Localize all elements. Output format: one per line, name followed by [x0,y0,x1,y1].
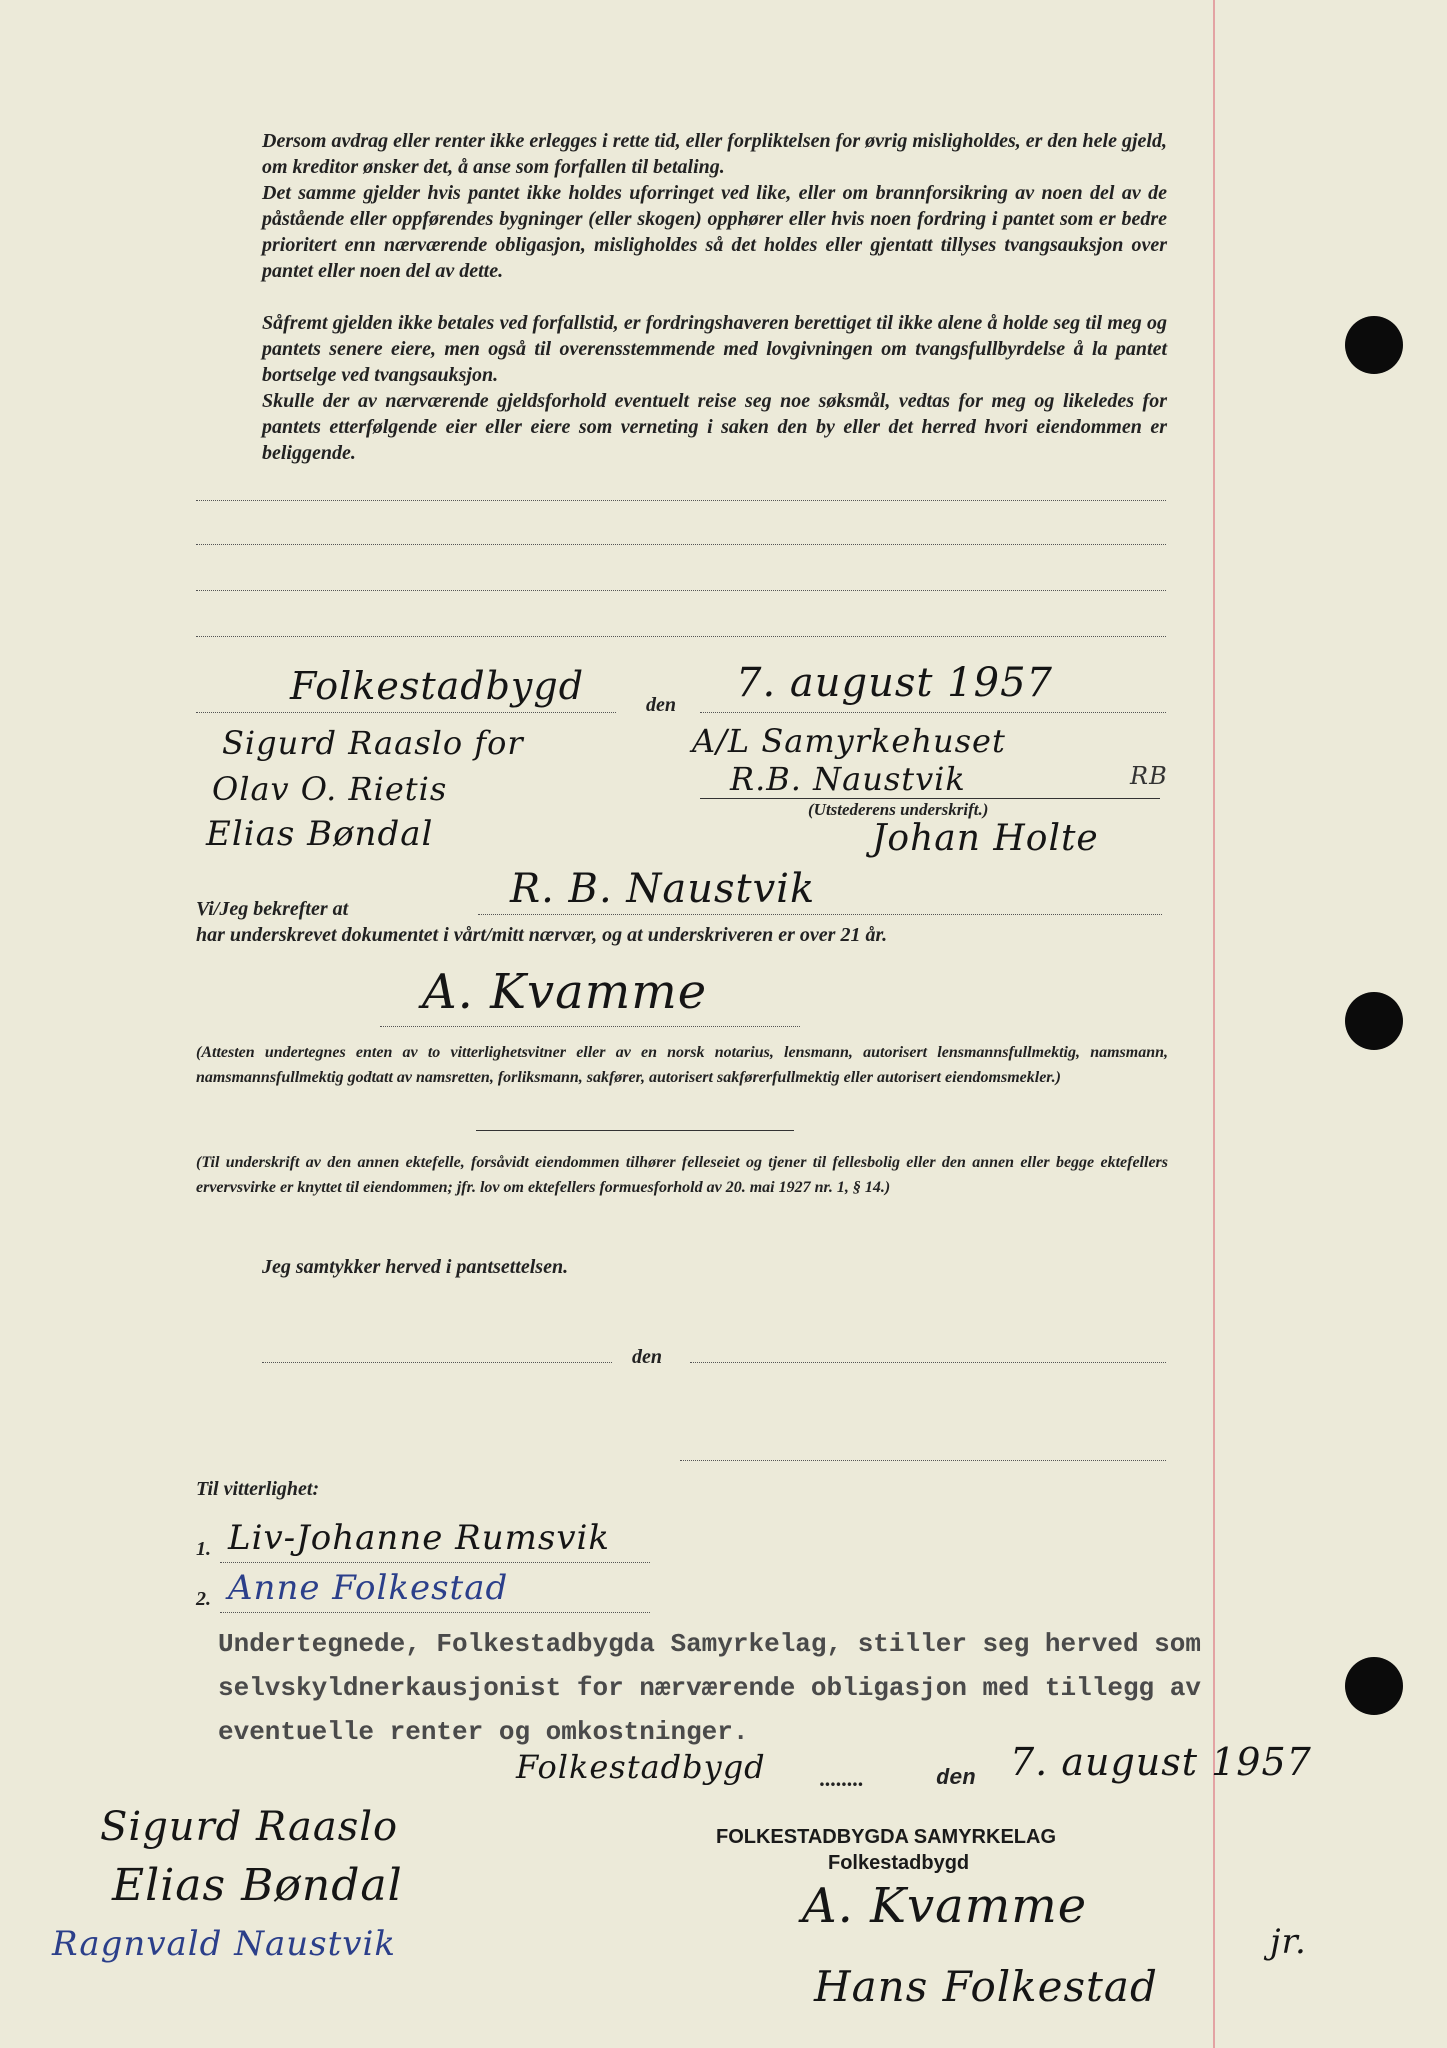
bottom-left-signature-1: Sigurd Raaslo [100,1804,399,1850]
paragraph-default-text: Dersom avdrag eller renter ikke erlegges i rette tid, eller forpliktelsen for øvrig misligholdes, er den hele gjeld, om kreditor ønsker det, å anse som forfallen til betaling. [262,130,1167,178]
bottom-right-signature-2: Hans Folkestad [814,1962,1158,2011]
spouse-note: (Til underskrift av den annen ektefelle, forsåvidt eiendommen tilhører felleseiet og tjener til fellesbolig eller den annen eller begge ektefellers ervervsvirke er knyttet til eiendommen; jfr. lov om ektefellers formuesforhold av 20. mai 1927 nr. 1, § 14.) [196,1154,1168,1196]
issuer-signature-name: R.B. Naustvik [730,760,966,798]
witness-name-1: Liv-Johanne Rumsvik [228,1518,611,1558]
punch-hole-middle [1345,992,1403,1050]
witness-number-1: 1. [196,1538,211,1560]
witness-signature-1: Sigurd Raaslo for [222,724,524,762]
witness-signature-2: Olav O. Rietis [212,770,448,808]
date-line [700,712,1166,713]
issuer-signature-line [700,798,1160,799]
issuer-caption: (Utstederens underskrift.) [808,800,989,819]
witness-line-1 [220,1562,650,1563]
bottom-left-signature-3: Ragnvald Naustvik [52,1924,396,1964]
confirmation-prefix: Vi/Jeg bekrefter at [196,898,349,920]
paragraph-enforcement-text: Såfremt gjelden ikke betales ved forfallstid, er fordringshaveren berettiget til ikke alene å holde seg til meg og pantets senere eiere, men også til overensstemmende med lovgivningen om tvangsfullbyrdelse å la pantet bortselge ved tvangsauksjon. [262,312,1167,386]
issuer-signature-company: A/L Samyrkehuset [692,722,1006,760]
witness-signature-3: Elias Bøndal [206,814,434,854]
confirmation-name: R. B. Naustvik [510,866,816,912]
bottom-left-signature-2: Elias Bøndal [112,1860,403,1911]
paragraph-collateral [262,180,1167,284]
punch-hole-bottom [1345,1657,1403,1715]
blank-line-3 [196,590,1166,591]
blank-line-1 [196,500,1166,501]
spouse-signature-line [680,1460,1166,1461]
witness-line-2 [220,1612,650,1613]
guarantee-text: Undertegnede, Folkestadbygda Samyrkelag, stiller seg herved som selvskyldnerkausjonist for nærværende obligasjon med tillegg av eventuelle renter og omkostninger. [218,1629,1201,1747]
paragraph-venue [262,388,1167,466]
stamp-line-2: Folkestadbygd [828,1852,970,1874]
section-divider [476,1130,794,1131]
blank-line-4 [196,636,1166,637]
paragraph-default [262,128,1167,180]
guarantee-date: 7. august 1957 [1010,1740,1312,1784]
stamp-line-1: FOLKESTADBYGDA SAMYRKELAG [716,1826,1056,1848]
place-line [196,712,616,713]
guarantee-place: Folkestadbygd [516,1748,766,1786]
confirmation-name-line [478,914,1162,915]
bottom-right-signature-1: A. Kvamme [802,1878,1088,1934]
spouse-den-label: den [632,1346,662,1368]
paragraph-venue-text: Skulle der av nærværende gjeldsforhold eventuelt reise seg noe søksmål, vedtas for meg og likeledes for pantets etterfølgende eier eller eiere som verneting i saken den by eller det herred hvori eiendommen er beliggende. [262,390,1167,464]
confirmation-note: (Attesten undertegnes enten av to vitterlighetsvitner eller av en norsk notarius, lensmann, autorisert lensmannsfullmektig, namsmann, namsmannsfullmektig godtatt av namsretten, forliksmann, sakfører, autorisert sakførerfullmektig eller autorisert eiendomsmekler.) [196,1044,1168,1086]
spouse-date-line [690,1362,1166,1363]
paragraph-enforcement [262,310,1167,388]
confirmation-text: har underskrevet dokumentet i vårt/mitt nærvær, og at underskriveren er over 21 år. [196,924,888,946]
witness-name-2: Anne Folkestad [228,1568,509,1608]
confirmation-signature: A. Kvamme [422,964,708,1020]
witnesses-title: Til vitterlighet: [196,1478,320,1500]
issue-den-label: den [646,694,676,716]
blank-line-2 [196,544,1166,545]
guarantee-den-label: den [936,1766,976,1791]
signature-suffix: jr. [1270,1922,1307,1962]
margin-note: RB [1130,762,1168,790]
spouse-consent: Jeg samtykker herved i pantsettelsen. [262,1256,569,1278]
issuer-signature-3: Johan Holte [872,818,1099,859]
issue-date: 7. august 1957 [736,660,1053,706]
confirmation-signature-line [380,1026,800,1027]
spouse-place-line [262,1362,612,1363]
witness-number-2: 2. [196,1588,211,1610]
punch-hole-top [1345,316,1403,374]
guarantee-dots: ........ [820,1766,864,1791]
paragraph-collateral-text: Det samme gjelder hvis pantet ikke holdes uforringet ved like, eller om brannforsikring av noen del av de påstående eller oppførendes bygninger (eller skogen) opphører eller hvis noen fordring i pantet som er bedre prioritert enn nærværende obligasjon, misligholdes så det holdes eller gjentatt tillyses tvangsauksjon over pantet eller noen del av dette. [262,182,1167,282]
issue-place: Folkestadbygd [290,664,585,708]
